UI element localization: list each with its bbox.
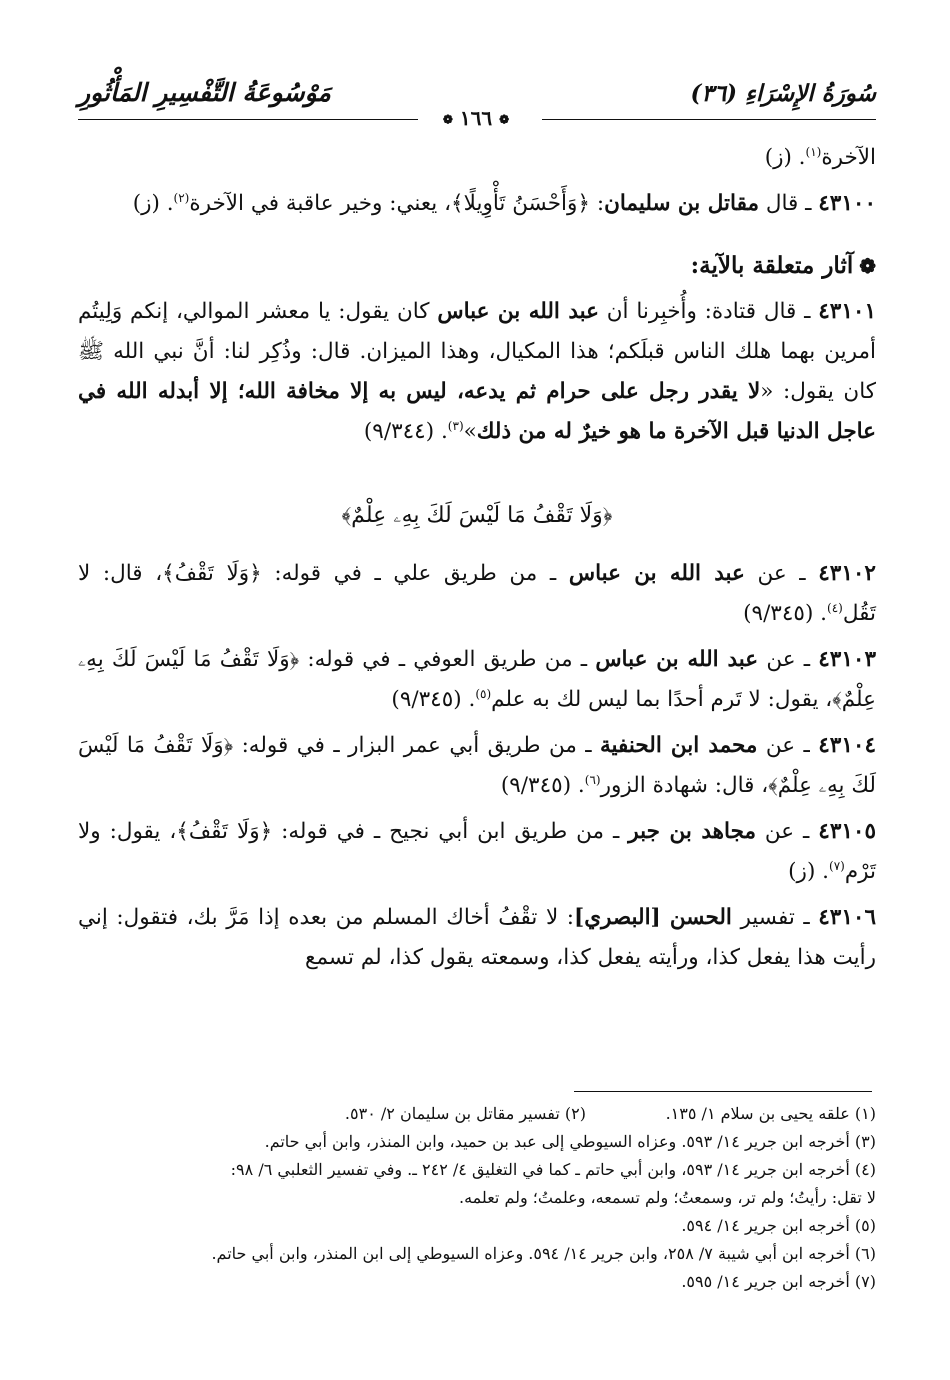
text: » [463,419,477,444]
footnote-3: (٣) أخرجه ابن جرير ١٤/ ٥٩٣. وعزاه السيوطي إلى عبد بن حميد، وابن المنذر، وابن أبي حاتم. [264,1132,876,1151]
text: ، يقول: ولا تَرْم [78,819,876,884]
text: ـ من طريق أبي عمر البزار ـ في قوله: [233,733,601,758]
quran-quote: ﴿وَلَا تَقْفُ﴾ [162,561,262,586]
athar-number: ٤٣١٠٦ [818,905,876,930]
header-rule-left [78,119,436,120]
athar-number: ٤٣١٠٣ [818,647,876,672]
footnote-7: (٧) أخرجه ابن جرير ١٤/ ٥٩٥. [681,1272,876,1291]
narrator-name: الحسن [البصري] [574,905,732,930]
text: كان يقول: يا معشر الموالي، إنكم وَلِيتُم أمرين بهما هلك الناس قبلَكم؛ هذا المكيال، وهذا الميزان. قال: وذُكِر لنا: أنَّ نبي الله ﷺ كان يقول: « [78,299,876,404]
page-number-text: ١٦٦ [459,106,493,130]
text: ، قال: شهادة الزور [600,773,769,798]
athar-43106 [78,898,876,978]
footnote-row [78,1100,876,1128]
verse-heading: ﴿وَلَا تَقْفُ مَا لَيْسَ لَكَ بِهِۦ عِلْمٌ﴾ [341,503,613,528]
ornament-icon: ❁ [442,112,453,127]
athar-number: ٤٣١٠١ [818,299,876,324]
text: : لا تقْفُ أخاك المسلم من بعده إذا مَرَّ بك، فتقول: إني رأيت هذا يفعل كذا، ورأيته يفعل كذا، وسمعته يقول كذا، لم تسمع [78,905,876,970]
quran-quote: ﴿وَلَا تَقْفُ مَا لَيْسَ لَكَ بِهِۦ عِلْمٌ﴾ [78,733,876,798]
athar-43105 [78,812,876,892]
footnote-1: (١) علقه يحيى بن سلام ١/ ١٣٥. [665,1104,876,1123]
athar-43103 [78,640,876,720]
footnote-6: (٦) أخرجه ابن أبي شيبة ٧/ ٢٥٨، وابن جرير ١٤/ ٥٩٤. وعزاه السيوطي إلى ابن المنذر، وابن أبي حاتم. [211,1244,876,1263]
narrator-name: محمد ابن الحنفية [600,733,758,758]
footnote-5: (٥) أخرجه ابن جرير ١٤/ ٥٩٤. [681,1216,876,1235]
page-number-row [78,108,876,128]
athar-number: ٤٣١٠٥ [818,819,877,844]
ornament-icon: ❁ [499,112,510,127]
quran-quote: ﴿وَلَا تَقْفُ مَا لَيْسَ لَكَ بِهِۦ عِلْمٌ﴾ [78,647,876,712]
footnote-ref[interactable]: (٥) [475,686,492,701]
volume-reference: . (٩/٣٤٤) [363,419,448,444]
footnote-separator [574,1091,872,1092]
athar-number: ٤٣١٠٠ [818,191,876,216]
flower-icon: ❁ [859,254,876,278]
athar-43104 [78,726,876,806]
narrator-name: عبد الله بن عباس [568,561,745,586]
text: ـ قال قتادة: وأُخبِرنا أن [598,299,819,324]
footnote-4-continued: لا تقل: رأيتُ؛ ولم تر، وسمعتُ؛ ولم تسمعه، وعلمتُ؛ ولم تعلمه. [459,1188,876,1207]
header-rule-right [542,119,876,120]
volume-reference: . (٩/٣٤٥) [391,687,476,712]
footnote-ref[interactable]: (٣) [447,418,464,433]
main-text [78,138,876,978]
section-heading [78,246,876,286]
text: . (ز) [788,859,829,884]
athar-number: ٤٣١٠٤ [818,733,876,758]
footnote-4: (٤) أخرجه ابن جرير ١٤/ ٥٩٣، وابن أبي حاتم ـ كما في التغليق ٤/ ٢٤٢ ـ. وفي تفسير الثعلبي ٦/ ٩٨: [230,1160,876,1179]
surah-title: سُورَةُ الإِسْرَاءِ (٣٦) [690,80,876,107]
quran-quote: ﴿وَلَا تَقْفُ﴾ [176,819,273,844]
text: ـ من طريق العوفي ـ في قوله: [299,647,596,672]
footnote-ref[interactable]: (٤) [827,600,843,615]
athar-number: ٤٣١٠٢ [818,561,876,586]
athar-43102 [78,554,876,634]
narrator-name: عبد الله بن عباس [595,647,759,672]
footnote-ref[interactable]: (١) [805,144,822,159]
narrator-name: مجاهد بن جبر [628,819,756,844]
footnote-ref[interactable]: (٦) [584,772,601,787]
text: . (ز) [764,145,806,170]
footnotes [78,1100,876,1296]
text: : [589,191,605,216]
text: ـ تفسير [731,905,819,930]
narrator-name: مقاتل بن سليمان [604,191,759,216]
footnote-2: (٢) تفسير مقاتل بن سليمان ٢/ ٥٣٠. [344,1104,586,1123]
page-number [418,106,534,130]
footnote-ref[interactable]: (٢) [173,190,190,205]
continuation-line [78,138,876,178]
athar-43100 [78,184,876,224]
text: ، قال: لا تَقُل [78,561,876,626]
text: الآخرة [821,145,876,170]
narrator-name: عبد الله بن عباس [437,299,599,324]
quran-quote: ﴿وَأَحْسَنُ تَأْوِيلًا﴾ [451,191,590,216]
text: ـ عن [755,819,819,844]
hadith-text: لا يقدر رجل على حرام ثم يدعه، ليس به إلا مخافة الله؛ إلا أبدله الله في عاجل الدنيا قبل الآخرة ما هو خيرٌ له من ذلك [78,379,876,444]
volume-reference: . (٩/٣٤٥) [743,601,828,626]
athar-43101 [78,292,876,452]
footnote-ref[interactable]: (٧) [829,858,845,873]
book-title: مَوْسُوعَةُ التَّفْسِيرِ المَأْثُورِ [78,78,331,107]
text: ـ عن [757,733,819,758]
text: ، يقول: لا تَرم أحدًا بما ليس لك به علم [491,687,833,712]
volume-reference: . (٩/٣٤٥) [500,773,585,798]
section-heading-text: آثار متعلقة بالآية: [690,252,854,279]
text: ـ من طريق ابن أبي نجيح ـ في قوله: [272,819,629,844]
text: ـ قال [758,191,819,216]
text: ـ عن [744,561,819,586]
text: ، يعني: وخير عاقبة في الآخرة [189,191,452,216]
text: ـ عن [758,647,819,672]
text: ـ من طريق علي ـ في قوله: [261,561,569,586]
text: . (ز) [132,191,174,216]
